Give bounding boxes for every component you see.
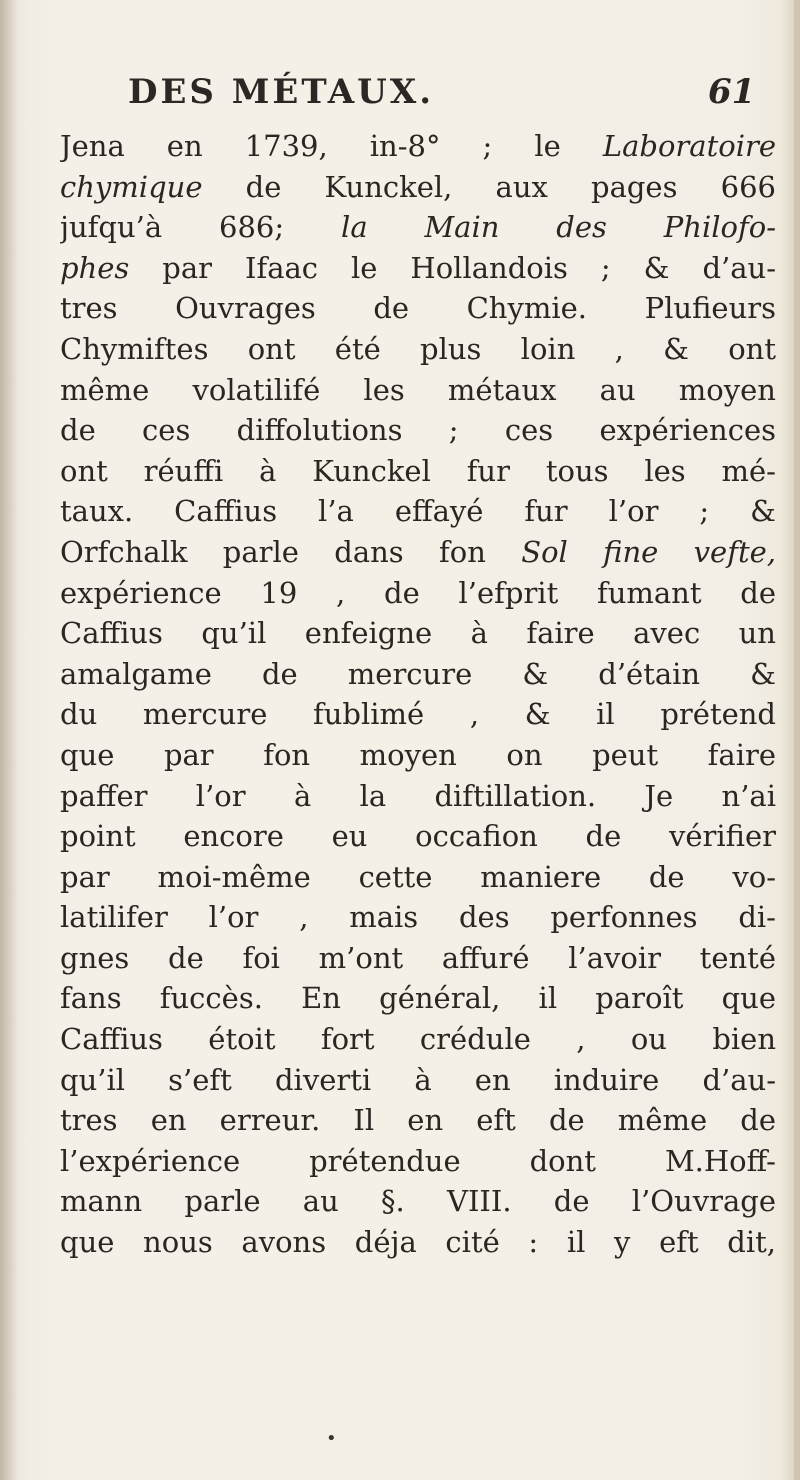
text-line [60, 776, 776, 817]
text-line [60, 654, 776, 695]
page-header [0, 72, 800, 122]
italic-text: Sol fine vefte, [521, 534, 776, 569]
text-line [60, 167, 776, 208]
text-segment: mann parle au §. VIII. de l’Ouvrage [60, 1184, 776, 1219]
printer-mark: • [326, 1428, 337, 1449]
text-line [60, 329, 776, 370]
text-segment: du mercure fublimé , & il prétend [60, 697, 776, 732]
text-segment: paffer l’or à la diftillation. Je n’ai [60, 778, 776, 813]
text-segment: jufqu’à 686; [60, 210, 342, 245]
text-segment: même volatilifé les métaux au moyen [60, 372, 776, 407]
text-segment: par moi-même cette maniere de vo- [60, 859, 776, 894]
text-segment: Jena en 1739, in-8° ; le [60, 129, 603, 163]
italic-text: phes [60, 250, 130, 285]
text-segment: point encore eu occafion de vérifier [60, 819, 776, 854]
text-segment: gnes de foi m’ont affuré l’avoir tenté [60, 940, 776, 975]
page-number: 61 [708, 72, 756, 112]
text-segment: que nous avons déja cité : il y eft dit, [60, 1225, 776, 1260]
text-segment: ont réuffi à Kunckel fur tous les mé- [60, 453, 776, 488]
body-text [60, 126, 776, 1263]
text-line [60, 1181, 776, 1222]
text-line [60, 126, 776, 167]
text-line [60, 1100, 776, 1141]
text-line [60, 938, 776, 979]
text-line [60, 410, 776, 451]
text-line [60, 573, 776, 614]
text-line [60, 1060, 776, 1101]
text-line [60, 532, 776, 573]
text-segment: Orfchalk parle dans fon [60, 534, 522, 569]
text-line [60, 370, 776, 411]
text-line [60, 1019, 776, 1060]
text-line [60, 288, 776, 329]
text-segment: fans fuccès. En général, il paroît que [60, 981, 776, 1016]
text-line [60, 207, 776, 248]
text-segment: de ces diffolutions ; ces expériences [60, 413, 776, 448]
text-segment: tres en erreur. Il en eft de même de [60, 1103, 776, 1138]
text-segment: tres Ouvrages de Chymie. Plufieurs [60, 291, 776, 326]
text-line [60, 735, 776, 776]
text-segment: que par fon moyen on peut faire [60, 737, 776, 772]
text-line [60, 978, 776, 1019]
text-line [60, 816, 776, 857]
text-segment: taux. Caffius l’a effayé fur l’or ; & [60, 494, 776, 529]
text-line [60, 1141, 776, 1182]
text-segment: amalgame de mercure & d’étain & [60, 656, 776, 691]
text-line [60, 451, 776, 492]
page-edge [794, 0, 800, 1480]
text-line [60, 694, 776, 735]
text-line [60, 613, 776, 654]
text-segment: de Kunckel, aux pages 666 [202, 169, 776, 204]
binding-gutter-shadow [0, 0, 18, 1480]
italic-text: chymique [60, 169, 203, 204]
text-line [60, 1222, 776, 1263]
text-line [60, 897, 776, 938]
text-segment: qu’il s’eft diverti à en induire d’au- [60, 1062, 776, 1097]
text-segment: par Ifaac le Hollandois ; & d’au- [129, 250, 776, 285]
italic-text: Laboratoire [602, 129, 776, 163]
text-segment: l’expérience prétendue dont M.Hoff- [60, 1143, 776, 1178]
text-segment: Caffius qu’il enfeigne à faire avec un [60, 616, 776, 651]
running-title: DES MÉTAUX. [128, 72, 435, 112]
text-segment: latilifer l’or , mais des perfonnes di- [60, 900, 776, 935]
text-line [60, 491, 776, 532]
text-segment: expérience 19 , de l’efprit fumant de [60, 575, 776, 610]
text-segment: Caffius étoit fort crédule , ou bien [60, 1022, 776, 1057]
italic-text: la Main des Philofo- [341, 210, 776, 245]
text-line [60, 248, 776, 289]
text-segment: Chymiftes ont été plus loin , & ont [60, 331, 776, 366]
text-line [60, 857, 776, 898]
